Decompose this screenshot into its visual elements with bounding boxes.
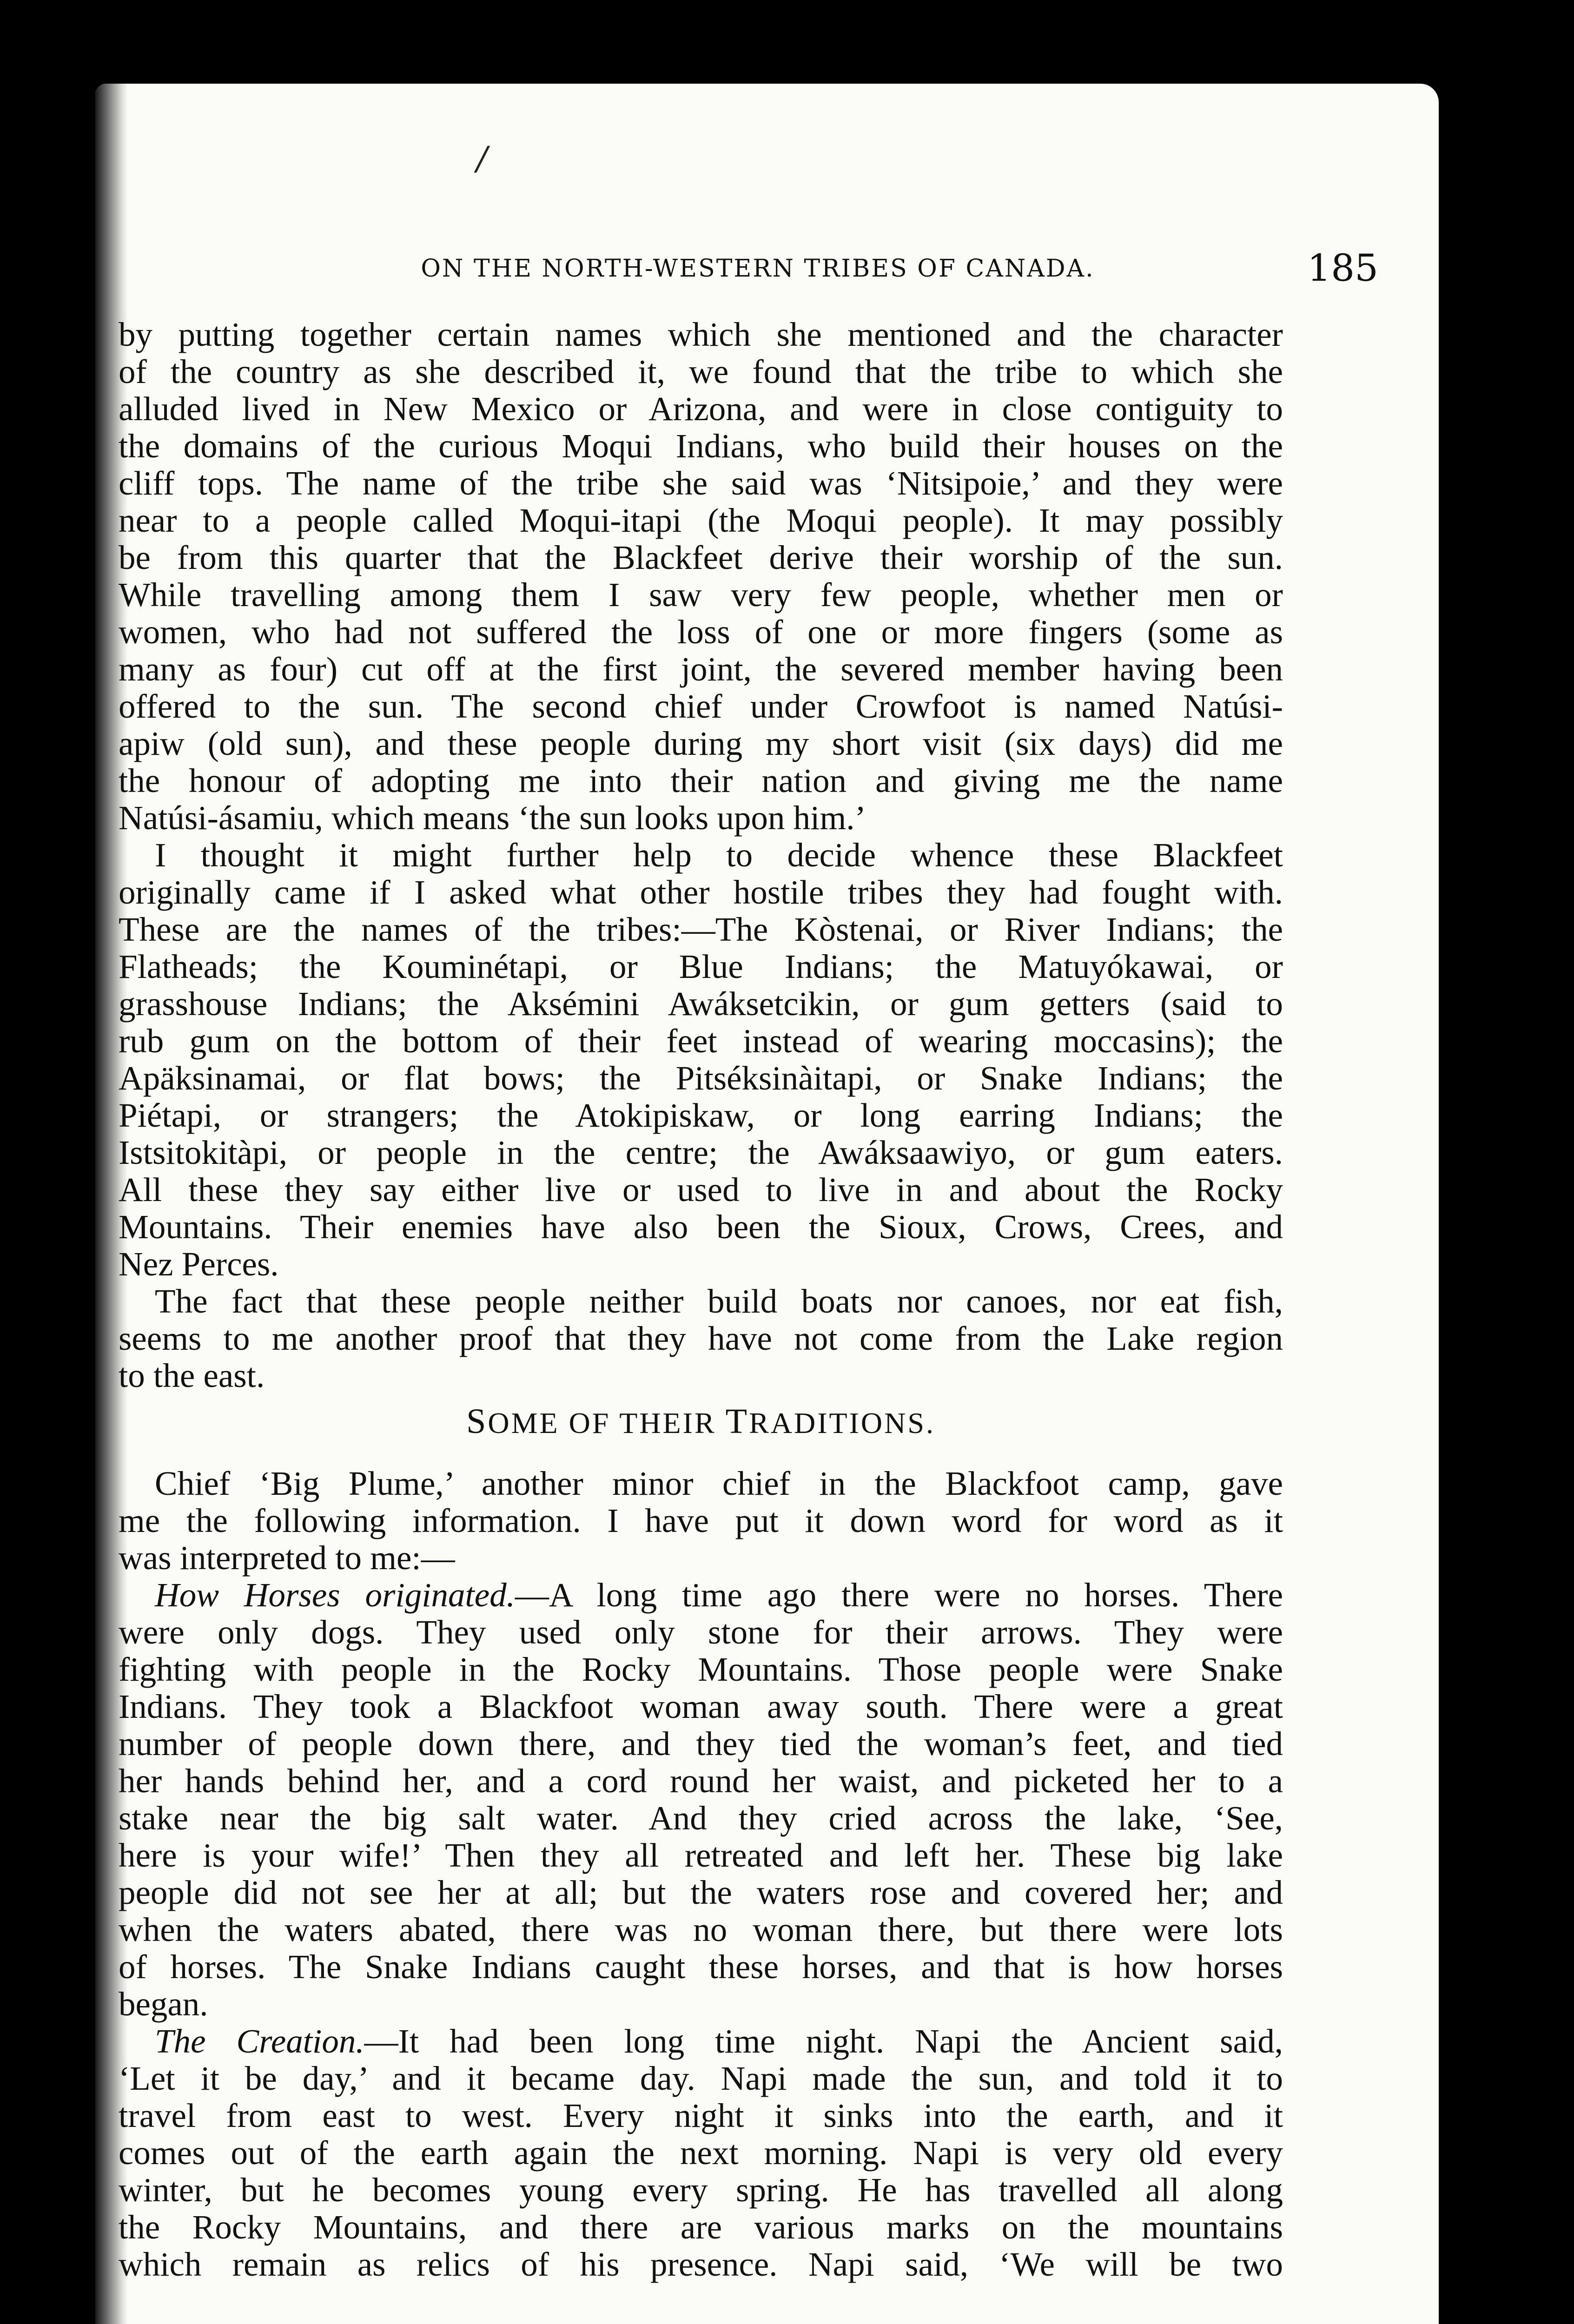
paragraph [119,1577,1283,2023]
book-page [95,84,1439,2324]
text-line: stake near the big salt water. And they cried across the lake, ‘See, [119,1799,1283,1837]
text-line: rub gum on the bottom of their feet instead of wearing moccasins); the [119,1022,1283,1060]
text-line: winter, but he becomes young every spring. He has travelled all along [119,2171,1283,2209]
text-line [119,1577,1283,1614]
text-line [119,2023,1283,2060]
text-line: I thought it might further help to decide whence these Blackfeet [155,836,1283,874]
text-line: of the country as she described it, we found that the tribe to which she [119,353,1283,390]
text-line: Istsitokitàpi, or people in the centre; the Awáksaawiyo, or gum eaters. [119,1134,1283,1171]
text-run: —A long time ago there were no horses. There [515,1576,1283,1614]
text-line: originally came if I asked what other hostile tribes they had fought with. [119,873,1283,911]
text-line: Piétapi, or strangers; the Atokipiskaw, or long earring Indians; the [119,1096,1283,1134]
text-line: seems to me another proof that they have not come from the Lake region [119,1320,1283,1357]
text-line: alluded lived in New Mexico or Arizona, and were in close contiguity to [119,390,1283,428]
italic-lead: How Horses originated. [155,1576,515,1614]
text-line: Nez Perces. [119,1245,279,1283]
text-line: While travelling among them I saw very few people, whether men or [119,576,1283,614]
text-line: travel from east to west. Every night it sinks into the earth, and it [119,2097,1283,2134]
text-line: number of people down there, and they tied the woman’s feet, and tied [119,1725,1283,1763]
text-line: The fact that these people neither build boats nor canoes, nor eat fish, [155,1282,1283,1320]
running-title: ON THE NORTH-WESTERN TRIBES OF CANADA. [421,255,1095,283]
paragraph [119,837,1283,1283]
text-line: be from this quarter that the Blackfeet derive their worship of the sun. [119,539,1283,576]
text-line: Chief ‘Big Plume,’ another minor chief in the Blackfoot camp, gave [155,1465,1283,1502]
page-number: 185 [1307,246,1378,290]
body-text [119,316,1283,2283]
text-line: comes out of the earth again the next morning. Napi is very old every [119,2134,1283,2172]
text-line: Flatheads; the Kouminétapi, or Blue Indians; the Matuyókawai, or [119,948,1283,985]
section-heading [119,1403,1283,1442]
margin-pencil-mark: / [476,139,488,178]
text-line: grasshouse Indians; the Aksémini Awáksetcikin, or gum getters (said to [119,985,1283,1023]
text-line: All these they say either live or used to live in and about the Rocky [119,1171,1283,1208]
text-line: began. [119,1985,208,2023]
text-line: Mountains. Their enemies have also been the Sioux, Crows, Crees, and [119,1208,1283,1246]
heading-cap: S [466,1402,488,1441]
text-line: many as four) cut off at the first joint, the severed member having been [119,650,1283,688]
text-line: by putting together certain names which she mentioned and the character [119,316,1283,353]
paragraph [119,316,1283,837]
text-line: apiw (old sun), and these people during my short visit (six days) did me [119,725,1283,762]
text-line: were only dogs. They used only stone for their arrows. They were [119,1613,1283,1651]
text-line: her hands behind her, and a cord round her waist, and picketed her to a [119,1762,1283,1800]
text-run: —It had been long time night. Napi the Ancient said, [364,2022,1283,2060]
text-line: women, who had not suffered the loss of one or more fingers (some as [119,613,1283,651]
italic-lead: The Creation. [155,2022,364,2060]
text-line: near to a people called Moqui-itapi (the Moqui people). It may possibly [119,502,1283,539]
text-line: Natúsi-ásamiu, which means ‘the sun looks upon him.’ [119,799,866,837]
text-line: Indians. They took a Blackfoot woman away south. There were a great [119,1688,1283,1725]
heading-part: RADITIONS. [749,1406,935,1439]
text-line: Apäksinamai, or flat bows; the Pitséksinàitapi, or Snake Indians; the [119,1059,1283,1097]
text-line: was interpreted to me:— [119,1539,455,1577]
text-line: the Rocky Mountains, and there are various marks on the mountains [119,2208,1283,2246]
running-head [109,246,1406,288]
paragraph [119,2023,1283,2283]
text-line: to the east. [119,1357,265,1394]
heading-part: OME OF THEIR [488,1406,726,1439]
text-line: ‘Let it be day,’ and it became day. Napi made the sun, and told it to [119,2060,1283,2097]
paragraph [119,1465,1283,1577]
text-line: here is your wife!’ Then they all retreated and left her. These big lake [119,1836,1283,1874]
text-line: when the waters abated, there was no woman there, but there were lots [119,1911,1283,1948]
text-line: These are the names of the tribes:—The Kòstenai, or River Indians; the [119,911,1283,948]
text-line: people did not see her at all; but the waters rose and covered her; and [119,1874,1283,1911]
paragraph [119,1283,1283,1394]
text-line: me the following information. I have put it down word for word as it [119,1502,1283,1539]
text-line: the honour of adopting me into their nation and giving me the name [119,762,1283,799]
text-line: cliff tops. The name of the tribe she said was ‘Nitsipoie,’ and they were [119,464,1283,502]
heading-cap: T [725,1402,749,1441]
text-line: the domains of the curious Moqui Indians, who build their houses on the [119,427,1283,465]
text-line: offered to the sun. The second chief under Crowfoot is named Natúsi- [119,687,1283,725]
text-line: which remain as relics of his presence. Napi said, ‘We will be two [119,2245,1283,2283]
text-line: of horses. The Snake Indians caught these horses, and that is how horses [119,1948,1283,1986]
text-line: fighting with people in the Rocky Mountains. Those people were Snake [119,1651,1283,1688]
